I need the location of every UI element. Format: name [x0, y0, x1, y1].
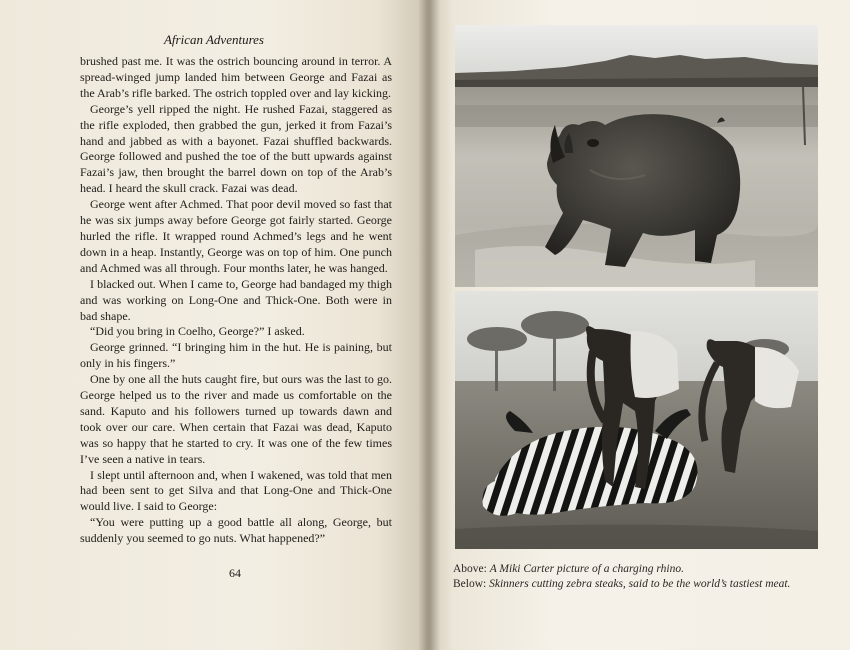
paragraph: George grinned. “I bringing him in the hut. He is paining, but only in his fingers.” [80, 340, 392, 371]
zebra-skinners-photo [455, 291, 818, 549]
body-text [80, 54, 392, 547]
paragraph: One by one all the huts caught fire, but ours was the last to go. George helped us to the river and made us comfortable on the sand. Kaputo and his followers turned up towards dawn and took over our care. When certain that Fazai was dead, Kaputo was so happy that he started to cry. It was one of the few times I’ve seen a native in tears. [80, 372, 392, 466]
caption-below-text: Skinners cutting zebra steaks, said to be the world’s tastiest meat. [489, 578, 791, 590]
rhino-photo [455, 25, 818, 287]
paragraph: “Did you bring in Coelho, George?” I asked. [90, 324, 305, 339]
paragraph: I blacked out. When I came to, George had bandaged my thigh and was working on Long-One and Thick-One. Both were in bad shape. [80, 276, 392, 323]
paragraph: George’s yell ripped the night. He rushed Fazai, staggered as the rifle exploded, then grabbed the gun, jerked it from Fazai’s hand and jabbed as with a bayonet. Fazai shuffled backwards. George followed and pushed the toe of the butt upwards against Fazai’s jaw, then brought the barrel down on top of the Arab’s head. I heard the skull crack. Fazai was dead. [80, 101, 392, 196]
paragraph: George went after Achmed. That poor devil moved so fast that he was six jumps away before George got fairly started. George hurled the rifle. It wrapped round Achmed’s legs and he went down in a heap. Instantly, George was on top of him. One punch and Achmed was all through. Four months later, he was hanged. [80, 197, 392, 275]
paragraph: “You were putting up a good battle all along, George, but suddenly you seemed to go nuts. What happened?” [80, 515, 392, 546]
caption-above [453, 562, 833, 577]
page-number: 64 [229, 566, 241, 580]
paragraph: brushed past me. It was the ostrich bouncing around in terror. A spread-winged jump landed him between George and Fazai as the Arab’s rifle barked. The ostrich toppled over and lay kicking. [80, 54, 392, 100]
caption-above-label: Above: [453, 563, 487, 575]
caption-below [453, 577, 833, 592]
rhino-photo-art [455, 25, 818, 287]
caption-above-text: A Miki Carter picture of a charging rhino. [489, 563, 684, 575]
caption-below-label: Below: [453, 578, 487, 590]
zebra-skinners-photo-art [455, 291, 818, 549]
paragraph: I slept until afternoon and, when I wakened, was told that men had been sent to get Silva and that Long-One and Thick-One would live. I said to George: [80, 467, 392, 514]
running-head: African Adventures [163, 32, 264, 47]
